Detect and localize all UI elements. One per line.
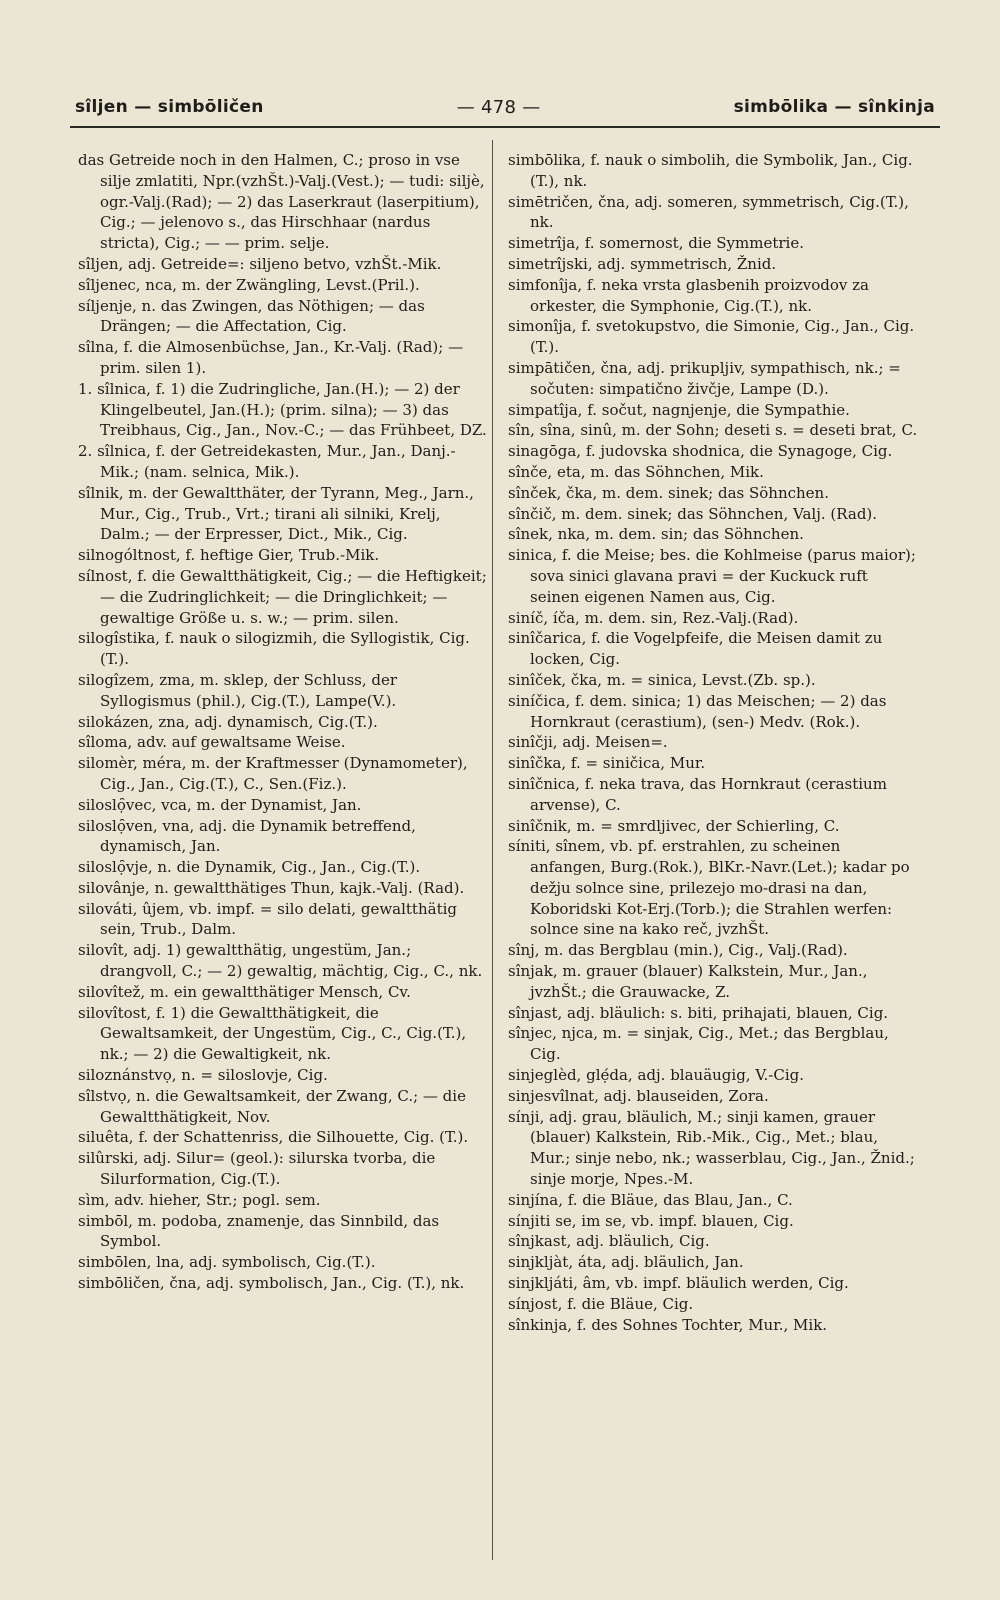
right-column bbox=[508, 150, 918, 1335]
dictionary-entry: sîlna, f. die Almosenbüchse, Jan., Kr.-Valj. (Rad); — prim. silen 1). bbox=[78, 338, 464, 377]
dictionary-entry: silovîtost, f. 1) die Gewaltthätigkeit, die Gewaltsamkeit, der Ungestüm, Cig., C., Cig.(T.), nk.; — 2) die Gewaltigkeit, nk. bbox=[78, 1003, 467, 1064]
dictionary-entry: sinica, f. die Meise; bes. die Kohlmeise (parus maior); sova sinici glavana pravi = der Kuckuck ruft seinen eigenen Namen aus, Cig. bbox=[508, 546, 916, 606]
dictionary-entry: simetrîjski, adj. symmetrisch, Žnid. bbox=[508, 254, 777, 273]
dictionary-entry: sinjesvîlnat, adj. blauseiden, Zora. bbox=[508, 1086, 769, 1105]
header-right-guideword: simbōlika — sînkinja bbox=[733, 97, 935, 117]
dictionary-entry: sìm, adv. hieher, Str.; pogl. sem. bbox=[78, 1190, 321, 1209]
dictionary-entry: das Getreide noch in den Halmen, C.; proso in vse silje zmlatiti, Npr.(vzhŠt.)-Valj.(Vest.); — tudi: siljè, ogr.-Valj.(Rad); — 2) das Laserkraut (laserpitium), Cig.; — jelenovo s., das Hirschhaar (nardus stricta), Cig.; — — prim. selje. bbox=[78, 151, 485, 253]
dictionary-entry: silokázen, zna, adj. dynamisch, Cig.(T.). bbox=[78, 712, 378, 731]
dictionary-entry: sinîčnik, m. = smrdljivec, der Schierling, C. bbox=[508, 816, 840, 835]
dictionary-entry: simbōl, m. podoba, znamenje, das Sinnbild, das Symbol. bbox=[78, 1211, 440, 1251]
header-left-guideword: sîljen — simbōličen bbox=[75, 97, 264, 117]
dictionary-entry: sîn, sîna, sinû, m. der Sohn; deseti s. = deseti brat, C. bbox=[508, 421, 918, 440]
dictionary-entry: 2. sîlnica, f. der Getreidekasten, Mur., Jan., Danj.-Mik.; (nam. selnica, Mik.). bbox=[78, 442, 456, 481]
dictionary-entry: sínji, adj. grau, bläulich, M.; sinji kamen, grauer (blauer) Kalkstein, Rib.-Mik., Cig., Met.; blau, Mur.; sinje nebo, nk.; wasserblau, Cig., Jan., Žnid.; sinje morje, Npes.-M. bbox=[508, 1107, 915, 1189]
dictionary-entry: simonîja, f. svetokupstvo, die Simonie, Cig., Jan., Cig.(T.). bbox=[508, 317, 915, 357]
header-rule bbox=[70, 126, 940, 128]
dictionary-entry: sîloma, adv. auf gewaltsame Weise. bbox=[78, 733, 346, 752]
dictionary-entry: sinjkljáti, âm, vb. impf. bläulich werden, Cig. bbox=[508, 1274, 849, 1293]
dictionary-entry: sinîčarica, f. die Vogelpfeife, die Meisen damit zu locken, Cig. bbox=[508, 629, 883, 669]
dictionary-entry: siluêta, f. der Schattenriss, die Silhouette, Cig. (T.). bbox=[78, 1128, 469, 1147]
dictionary-entry: sînj, m. das Bergblau (min.), Cig., Valj.(Rad). bbox=[508, 941, 848, 960]
dictionary-entry: sinîčnica, f. neka trava, das Hornkraut (cerastium arvense), C. bbox=[508, 774, 887, 814]
dictionary-entry: simētričen, čna, adj. someren, symmetrisch, Cig.(T.), nk. bbox=[508, 192, 909, 232]
dictionary-entry: sinjeglèd, glẹ́da, adj. blauäugig, V.-Cig. bbox=[508, 1066, 805, 1085]
dictionary-entry: siníčica, f. dem. sinica; 1) das Meischen; — 2) das Hornkraut (cerastium), (sen-) Medv. (Rok.). bbox=[508, 691, 887, 731]
dictionary-entry: sinjkljàt, áta, adj. bläulich, Jan. bbox=[508, 1253, 744, 1272]
dictionary-entry: sînjkast, adj. bläulich, Cig. bbox=[508, 1232, 710, 1251]
dictionary-entry: siníč, íča, m. dem. sin, Rez.-Valj.(Rad). bbox=[508, 608, 799, 627]
dictionary-entry: sînkinja, f. des Sohnes Tochter, Mur., Mik. bbox=[508, 1315, 828, 1334]
dictionary-entry: sînjec, njca, m. = sinjak, Cig., Met.; das Bergblau, Cig. bbox=[508, 1024, 889, 1064]
dictionary-entry: silovît, adj. 1) gewaltthätig, ungestüm, Jan.; drangvoll, C.; — 2) gewaltig, mächtig, Cig., C., nk. bbox=[78, 941, 483, 981]
dictionary-entry: sínjiti se, im se, vb. impf. blauen, Cig. bbox=[508, 1211, 794, 1230]
dictionary-entry: sînek, nka, m. dem. sin; das Söhnchen. bbox=[508, 525, 804, 544]
dictionary-entry: sînjak, m. grauer (blauer) Kalkstein, Mur., Jan., jvzhŠt.; die Grauwacke, Z. bbox=[508, 962, 868, 1001]
dictionary-entry: sînčič, m. dem. sinek; das Söhnchen, Valj. (Rad). bbox=[508, 504, 878, 523]
dictionary-entry: simfonîja, f. neka vrsta glasbenih proizvodov za orkester, die Symphonie, Cig.(T.), nk. bbox=[508, 275, 869, 315]
dictionary-entry: simbōličen, čna, adj. symbolisch, Jan., Cig. (T.), nk. bbox=[78, 1274, 465, 1293]
dictionary-entry: sínjost, f. die Bläue, Cig. bbox=[508, 1294, 694, 1313]
dictionary-entry: síniti, sînem, vb. pf. erstrahlen, zu scheinen anfangen, Burg.(Rok.), BlKr.-Navr.(Let.); kadar po dežju solnce sine, prilezejo mo-drasi na dan, Koboridski Kot-Erj.(Torb.); die Strahlen werfen: solnce sine na kako reč, jvzhŠt. bbox=[508, 837, 910, 939]
dictionary-entry: sîljen, adj. Getreide=: siljeno betvo, vzhŠt.-Mik. bbox=[78, 254, 442, 273]
dictionary-entry: silûrski, adj. Silur= (geol.): silurska tvorba, die Silurformation, Cig.(T.). bbox=[78, 1149, 436, 1189]
dictionary-entry: silomèr, méra, m. der Kraftmesser (Dynamometer), Cig., Jan., Cig.(T.), C., Sen.(Fiz.). bbox=[78, 754, 468, 793]
dictionary-entry: sînček, čka, m. dem. sinek; das Söhnchen. bbox=[508, 483, 829, 502]
left-column bbox=[78, 150, 488, 1294]
dictionary-entry: siloznánstvọ, n. = siloslovje, Cig. bbox=[78, 1066, 328, 1085]
dictionary-entry: 1. sîlnica, f. 1) die Zudringliche, Jan.(H.); — 2) der Klingelbeutel, Jan.(H.); (prim. silna); — 3) das Treibhaus, Cig., Jan., Nov.-C.; — das Frühbeet, DZ. bbox=[78, 379, 487, 440]
dictionary-entry: sílnost, f. die Gewaltthätigkeit, Cig.; — die Heftigkeit; — die Zudringlichkeit; — die Dringlichkeit; — gewaltige Größe u. s. w.; — prim. silen. bbox=[78, 566, 487, 627]
dictionary-entry: siloslọ̑ven, vna, adj. die Dynamik betreffend, dynamisch, Jan. bbox=[78, 816, 416, 856]
dictionary-entry: sinagōga, f. judovska shodnica, die Synagoge, Cig. bbox=[508, 442, 893, 461]
dictionary-entry: sinîčji, adj. Meisen=. bbox=[508, 733, 668, 752]
dictionary-entry: sinîčka, f. = siničica, Mur. bbox=[508, 754, 706, 773]
dictionary-entry: silovânje, n. gewaltthätiges Thun, kajk.-Valj. (Rad). bbox=[78, 878, 465, 897]
dictionary-entry: sîljenec, nca, m. der Zwängling, Levst.(Pril.). bbox=[78, 275, 420, 294]
dictionary-entry: silogîstika, f. nauk o silogizmih, die Syllogistik, Cig.(T.). bbox=[78, 629, 470, 669]
dictionary-entry: silováti, ûjem, vb. impf. = silo delati, gewaltthätig sein, Trub., Dalm. bbox=[78, 899, 457, 939]
dictionary-entry: silogîzem, zma, m. sklep, der Schluss, der Syllogismus (phil.), Cig.(T.), Lampe(V.). bbox=[78, 670, 398, 710]
dictionary-entry: sîlnik, m. der Gewaltthäter, der Tyrann, Meg., Jarn., Mur., Cig., Trub., Vrt.; tirani ali silniki, Krelj, Dalm.; — der Erpresser, Dict., Mik., Cig. bbox=[78, 483, 474, 544]
page-header bbox=[75, 92, 935, 122]
dictionary-entry: silovîtež, m. ein gewaltthätiger Mensch, Cv. bbox=[78, 982, 411, 1001]
dictionary-entry: siloslọ̑vje, n. die Dynamik, Cig., Jan., Cig.(T.). bbox=[78, 858, 421, 877]
dictionary-entry: sîlstvọ, n. die Gewaltsamkeit, der Zwang, C.; — die Gewaltthätigkeit, Nov. bbox=[78, 1086, 466, 1126]
dictionary-entry: silnogóltnost, f. heftige Gier, Trub.-Mik. bbox=[78, 546, 380, 565]
dictionary-entry: sînče, eta, m. das Söhnchen, Mik. bbox=[508, 462, 764, 481]
dictionary-entry: simpātičen, čna, adj. prikupljiv, sympathisch, nk.; = sočuten: simpatično živčje, Lampe (D.). bbox=[508, 358, 901, 398]
dictionary-entry: siloslọ̑vec, vca, m. der Dynamist, Jan. bbox=[78, 795, 362, 814]
dictionary-entry: sinîček, čka, m. = sinica, Levst.(Zb. sp.). bbox=[508, 670, 816, 689]
page-number: — 478 — bbox=[456, 96, 541, 118]
dictionary-entry: simbōlen, lna, adj. symbolisch, Cig.(T.). bbox=[78, 1253, 376, 1272]
dictionary-entry: síljenje, n. das Zwingen, das Nöthigen; — das Drängen; — die Affectation, Cig. bbox=[78, 296, 425, 336]
dictionary-entry: simbōlika, f. nauk o simbolih, die Symbolik, Jan., Cig.(T.), nk. bbox=[508, 151, 913, 190]
dictionary-entry: sînjast, adj. bläulich: s. biti, prihajati, blauen, Cig. bbox=[508, 1003, 889, 1022]
column-divider bbox=[492, 140, 493, 1560]
dictionary-entry: simpatîja, f. sočut, nagnjenje, die Sympathie. bbox=[508, 400, 850, 419]
dictionary-entry: sinjína, f. die Bläue, das Blau, Jan., C. bbox=[508, 1190, 793, 1209]
dictionary-entry: simetrîja, f. somernost, die Symmetrie. bbox=[508, 234, 804, 253]
